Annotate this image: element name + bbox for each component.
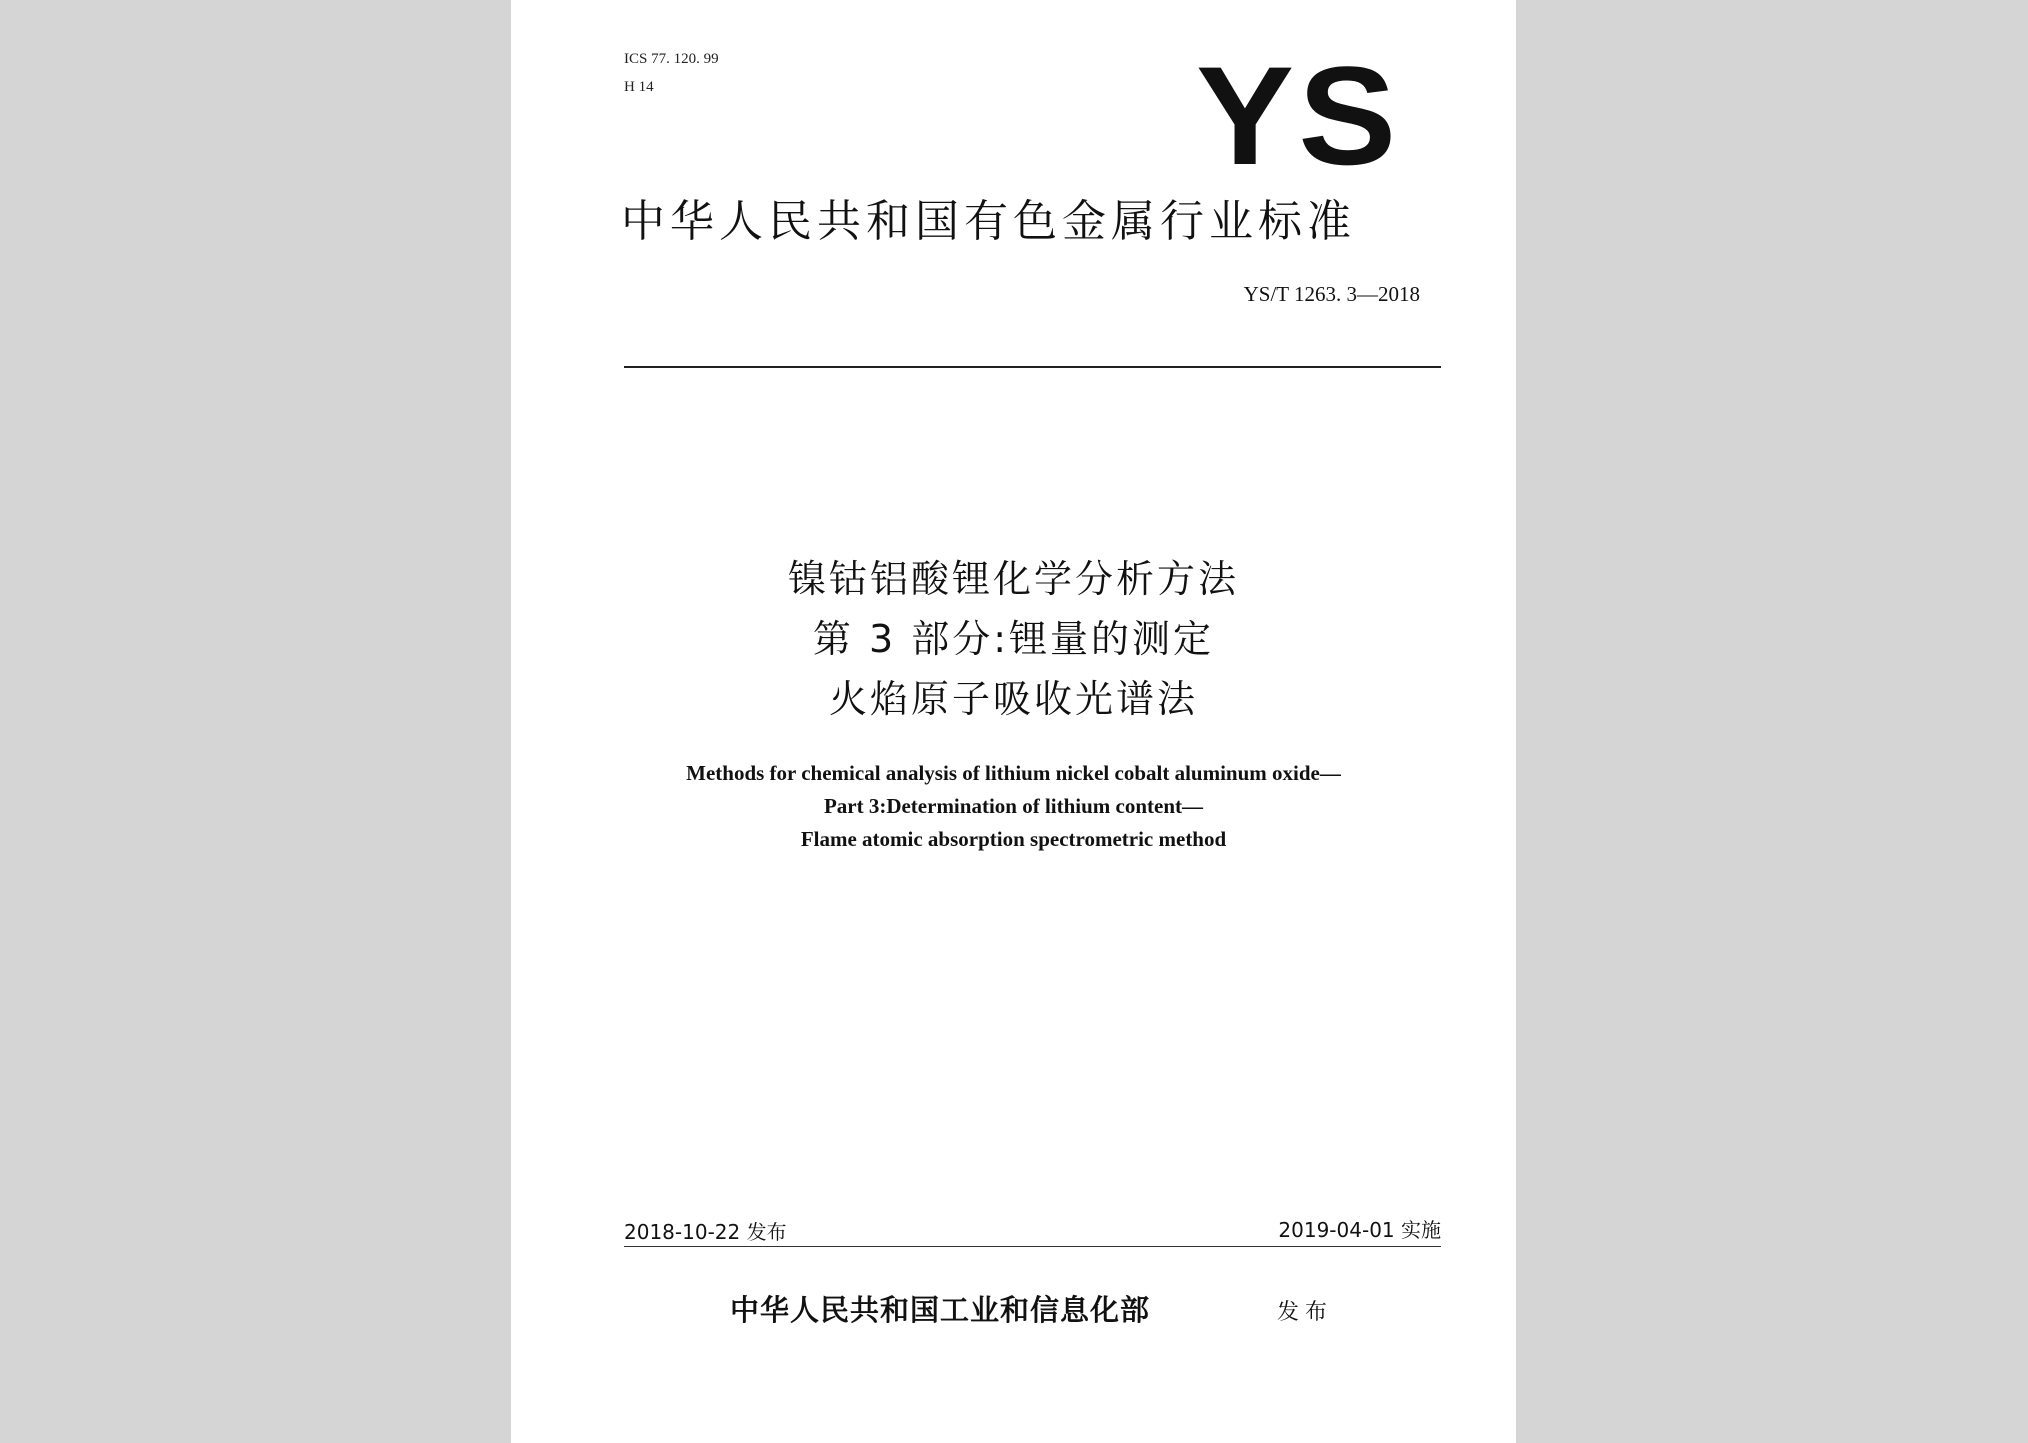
release-date: 2018-10-22 发布 [624, 1220, 787, 1244]
ccs-code: H 14 [624, 79, 654, 95]
title-en-line-1: Methods for chemical analysis of lithium nickel cobalt aluminum oxide— [686, 761, 1341, 785]
issue-label: 发布 [1277, 1300, 1334, 1325]
title-zh-line-1: 镍钴铝酸锂化学分析方法 [787, 557, 1239, 601]
footer-divider [624, 1246, 1441, 1247]
header-divider [624, 366, 1441, 368]
org-title: 中华人民共和国有色金属行业标准 [621, 196, 1356, 247]
issuing-authority: 中华人民共和国工业和信息化部 [730, 1293, 1151, 1327]
title-en-line-2: Part 3:Determination of lithium content— [823, 794, 1204, 818]
title-zh-line-3: 火焰原子吸收光谱法 [828, 677, 1198, 721]
ics-code: ICS 77. 120. 99 [624, 51, 719, 67]
title-zh-line-2: 第 3 部分:锂量的测定 [812, 617, 1215, 661]
implement-date: 2019-04-01 实施 [1278, 1218, 1441, 1242]
title-en-line-3: Flame atomic absorption spectrometric method [800, 827, 1227, 851]
ys-logo: YS [1196, 37, 1401, 194]
standard-number: YS/T 1263. 3—2018 [1243, 282, 1420, 306]
document-page [511, 0, 1516, 1443]
